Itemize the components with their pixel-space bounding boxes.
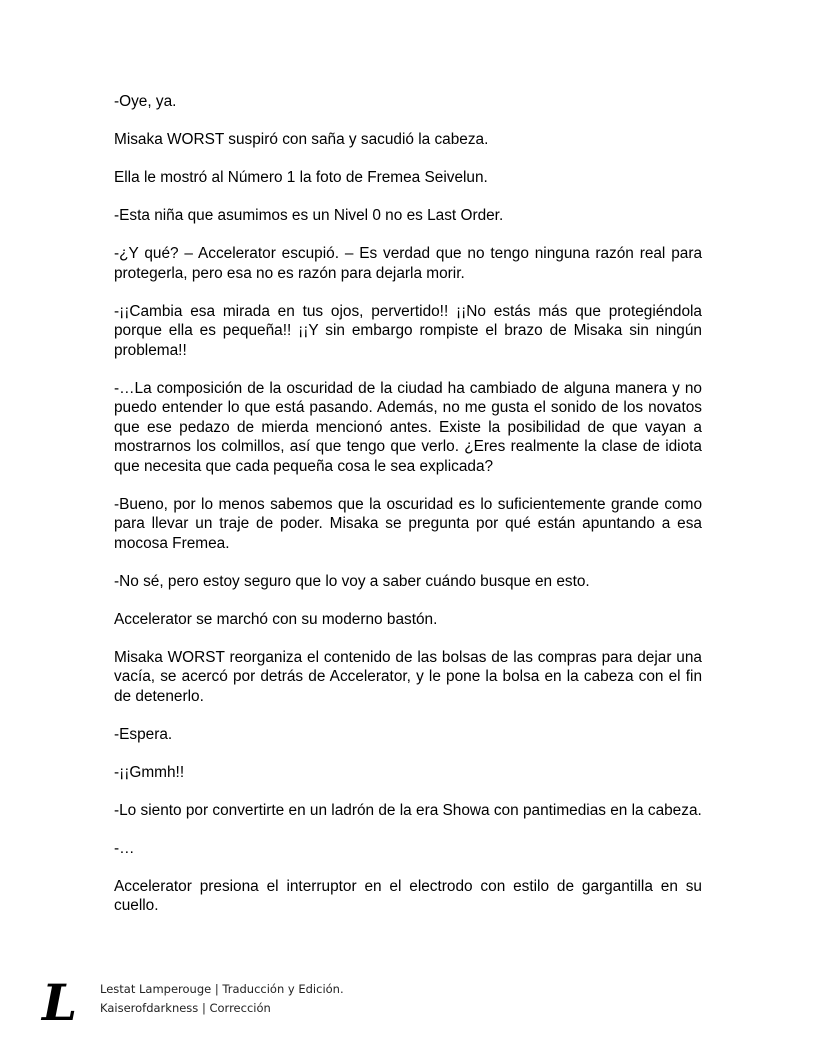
paragraph: -Esta niña que asumimos es un Nivel 0 no es Last Order.	[114, 207, 504, 224]
paragraph: Accelerator se marchó con su moderno bastón.	[114, 610, 438, 628]
paragraph: -¡¡Gmmh!!	[114, 763, 185, 781]
document-body	[114, 92, 702, 934]
paragraph: -Lo siento por convertirte en un ladrón de la era Showa con pantimedias en la cabeza.	[114, 801, 702, 819]
paragraph: -No sé, pero estoy seguro que lo voy a saber cuándo busque en esto.	[114, 572, 590, 590]
paragraph: -Bueno, por lo menos sabemos que la oscuridad es lo suficientemente grande como para llevar un traje de poder. Misaka se pregunta por qué están apuntando a esa mocosa Fremea.	[114, 495, 702, 552]
paragraph: Misaka WORST suspiró con saña y sacudió la cabeza.	[114, 131, 489, 148]
l-logo-icon: L	[42, 973, 78, 1032]
paragraph: -…	[114, 839, 135, 857]
paragraph: Accelerator presiona el interruptor en el electrodo con estilo de gargantilla en su cuello.	[114, 877, 702, 914]
credits	[100, 980, 344, 1018]
credit-proofreader: Kaiserofdarkness | Corrección	[100, 1001, 271, 1015]
credit-translator: Lestat Lamperouge | Traducción y Edición.	[100, 982, 344, 996]
paragraph: -Oye, ya.	[114, 93, 177, 110]
paragraph: Misaka WORST reorganiza el contenido de las bolsas de las compras para dejar una vacía, se acercó por detrás de Accelerator, y le pone la bolsa en la cabeza con el fin de detenerlo.	[114, 648, 702, 705]
paragraph: -Espera.	[114, 725, 173, 743]
paragraph: Ella le mostró al Número 1 la foto de Fremea Seivelun.	[114, 169, 488, 186]
paragraph: -¿Y qué? – Accelerator escupió. – Es verdad que no tengo ninguna razón real para protegerla, pero esa no es razón para dejarla morir.	[114, 245, 702, 282]
paragraph: -…La composición de la oscuridad de la ciudad ha cambiado de alguna manera y no puedo entender lo que está pasando. Además, no me gusta el sonido de los novatos que ese pedazo de mierda mencionó antes. Existe la posibilidad de que vayan a mostrarnos los colmillos, así que tengo que verlo. ¿Eres realmente la clase de idiota que necesita que cada pequeña cosa le sea explicada?	[114, 379, 702, 475]
page-footer	[42, 973, 442, 1038]
paragraph: -¡¡Cambia esa mirada en tus ojos, pervertido!! ¡¡No estás más que protegiéndola porque ella es pequeña!! ¡¡Y sin embargo rompiste el brazo de Misaka sin ningún problema!!	[114, 302, 702, 359]
